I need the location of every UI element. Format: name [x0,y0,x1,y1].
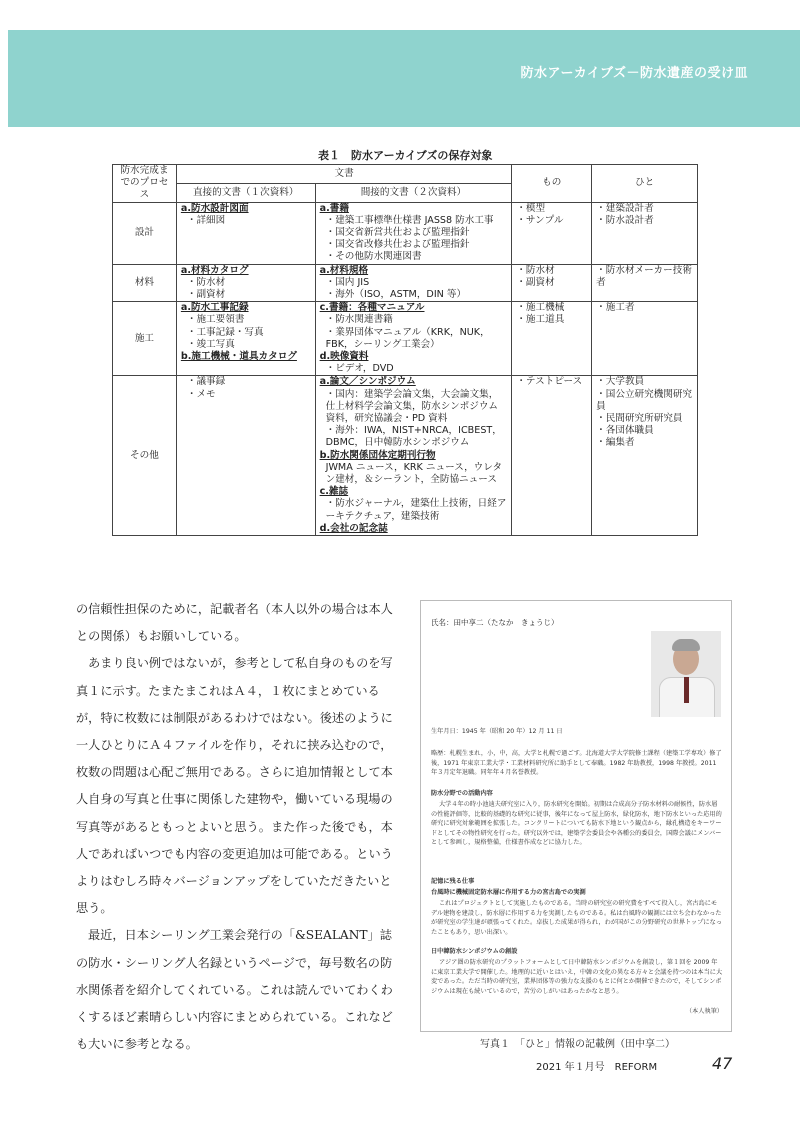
cell-direct [176,302,315,376]
profile-name: 氏名：田中享二（たなか きょうじ） [431,618,559,627]
list-item: ・建築設計者 [596,202,654,214]
cell-process: 施工 [113,302,177,376]
list-item: ・国内：建築学会論文集，大会論文集，仕上材料学会論文集，防水シンポジウム資料，研究協議会・PD 資料 [325,388,499,425]
list-item: ・業界団体マニュアル（KRK，NUK，FBK，シーリング工業会） [325,326,490,350]
list-item: ・施工要領書 [186,314,245,326]
banner-title: 防水アーカイブズ－防水遺産の受け皿 [520,66,748,81]
list-item: ・テストピース [516,376,583,388]
cell-indirect [315,264,512,302]
cell-people [592,376,698,536]
section-title: a.防水工事記録 [180,302,249,314]
cell-process: 設計 [113,202,177,264]
list-item: ・防水材 [516,264,555,276]
list-item: ・防水設計者 [596,214,654,226]
list-item: ・海外：IWA，NIST+NRCA，ICBEST，DBMC，日中韓防水シンポジウム [325,425,502,449]
section-title: b.施工機械・道具カタログ [180,351,297,363]
portrait-image [651,631,721,717]
table-row [113,302,698,376]
section-title: c.雑誌 [319,486,349,498]
page-number: 47 [712,1054,733,1073]
footer-issue: 2021 年１月号 REFORM [536,1062,658,1073]
section-title: a.論文／シンポジウム [319,376,416,388]
cell-indirect [315,302,512,376]
header-indirect: 間接的文書（２次資料） [315,183,512,202]
list-item: ・竣工写真 [186,338,235,350]
cell-indirect [315,376,512,536]
list-item: ・防水関連書籍 [325,314,393,326]
table-row [113,264,698,302]
header-process: 防水完成までのプロセス [113,165,177,203]
header-documents: 文書 [176,165,511,184]
list-item: ・国内 JIS [325,276,370,288]
list-item: ・建築工事標準仕様書 JASS8 防水工事 [325,214,494,226]
profile-memory-sub: 台風時に機械固定防水層に作用する力の宮古島での実測 [431,889,586,896]
profile-signature: （本人執筆） [685,1008,723,1015]
photo-caption: 写真１ 「ひと」情報の記載例（田中享二） [480,1039,675,1050]
list-item: ・防水材メーカー技術者 [596,264,692,288]
cell-direct [176,202,315,264]
section-title: a.材料カタログ [180,264,249,276]
profile-memory: これはプロジェクトとして実施したものである。当時の研究室の研究費をすべて投入し，宮古島にモデル建物を建設し，防水層に作用する力を実測したものである。私は台風時の観測には立ち会わなかったが研究室の学生達が頑張ってくれた。卓抜した成果が得られ，わが国がこの分野研究の世界トップになったこともあり，思い出深い。 [431,900,722,936]
list-item: ・サンプル [516,214,564,226]
list-item: ・国交省新営共仕および監理指針 [325,227,470,239]
list-item: ・民間研究所研究員 [596,413,683,425]
body-paragraph: 最近，日本シーリング工業会発行の「&SEALANT」誌の防水・シーリング人名録というページで，毎号数名の防水関係者を紹介してくれている。これは読んでいてわくわくするほど素晴らしい内容にまとめられている。これなども大いに参考となる。 [76,928,393,1052]
body-paragraph: あまり良い例ではないが，参考として私自身のものを写真１に示す。たまたまこれはＡ４，１枚にまとめているが，特に枚数には制限があるわけではない。後述のように一人ひとりにＡ４ファイルを作り，それに挟み込むので，枚数の問題は心配ご無用である。さらに追加情報として本人自身の写真と仕事に関係した建物や，働いている現場の写真等があるともっとよいと思う。また作った後でも，本人であればいつでも内容の変更追加は可能である。というよりはむしろ時々バージョンアップをしていただきたいと思う。 [76,656,393,916]
cell-indirect [315,202,512,264]
header-people: ひと [592,165,698,203]
list-item: ・防水ジャーナル，建築仕上技術，日経アーキテクチュア，建築技術 [325,498,507,522]
cell-things [512,264,592,302]
list-item: ・工事記録・写真 [186,326,264,338]
cell-people [592,302,698,376]
section-title: a.書籍 [319,202,349,214]
profile-symposium-title: 日中韓防水シンポジウムの創設 [431,948,518,955]
section-title: c.書籍：各種マニュアル [319,302,425,314]
section-title: a.材料規格 [319,264,369,276]
list-item: ・防水材 [186,276,226,288]
list-item: ・海外（ISO，ASTM，DIN 等） [325,289,467,301]
profile-activity-title: 防水分野での活動内容 [431,790,493,797]
section-title: d.映像資料 [319,351,369,363]
list-item: ・詳細図 [186,214,226,226]
cell-people [592,202,698,264]
header-direct: 直接的文書（１次資料） [176,183,315,202]
profile-birth: 生年月日：1945 年（昭和 20 年）12 月 11 日 [431,728,563,735]
table-caption: 表１ 防水アーカイブズの保存対象 [318,149,493,162]
list-item: ・施工機械 [516,302,565,314]
cell-people [592,264,698,302]
section-title: a.防水設計図面 [180,202,249,214]
cell-process: その他 [113,376,177,536]
list-item: ・国交省改修共仕および監理指針 [325,239,470,251]
profile-symposium: アジア圏の防水研究のプラットフォームとして日中韓防水シンポジウムを創設し，第１回を 2009 年に東京工業大学で開催した。地理的に近いとはいえ，中韓の文化の異なる方々と会議を持つのは本当に大変であった。ただ当時の研究室，業界団体等の強力な支援のもとに何とか開催できたので，そしてシンポジウムは現在も続いているので，苦労のしがいはあったかなと思う。 [431,959,723,995]
header-things: もの [512,165,592,203]
cell-things [512,302,592,376]
list-item: ・施工者 [596,302,635,314]
cell-process: 材料 [113,264,177,302]
list-item: ・ビデオ，DVD [325,363,394,375]
archive-table [112,164,698,536]
list-item: ・大学教員 [596,376,645,388]
list-item: ・その他防水関連図書 [325,251,422,263]
cell-things [512,376,592,536]
list-item: ・国公立研究機関研究員 [596,388,693,412]
list-item: ・議事録 [186,376,226,388]
profile-activity: 大学４年の時小池迪夫研究室に入り，防水研究を開始。初期は合成高分子防水材料の耐候性，防水層の性能評価等，比較的基礎的な研究に従事，後年になって屋上防水，緑化防水，地下防水といった応用的研究に研究対象範囲を拡張した。コンクリートについても防水下地という観点から，縁孔構造をキーワードとしてその物性研究を行った。研究以外では，建築学会委員会や各種公的委員会，国際会議にメンバーとして参画し，規格整備，仕様書作成などに協力した。 [431,801,722,847]
list-item: ・各団体職員 [596,425,654,437]
portrait-tie [684,677,689,703]
section-title: d.会社の記念誌 [319,522,388,534]
profile-memory-title: 記憶に残る仕事 [431,878,475,885]
table-row [113,376,698,536]
body-text [76,596,396,1058]
cell-things [512,202,592,264]
table-row [113,202,698,264]
list-item: ・施工道具 [516,314,565,326]
list-item: ・副資材 [186,289,226,301]
profile-career: 略歴：札幌生まれ，小，中，高，大学と札幌で過ごす。北海道大学大学院修士課程（建築工学専攻）修了後，1971 年東京工業大学・工業材料研究所に助手として奉職。1982 年助教授，1998 年教授。2011 年３月定年退職。同年年４月名誉教授。 [431,750,722,777]
profile-photo-sheet [420,600,732,1032]
body-paragraph: の信頼性担保のために，記載者名（本人以外の場合は本人との関係）もお願いしている。 [76,602,393,644]
cell-direct [176,264,315,302]
list-item: ・模型 [516,202,546,214]
list-item: JWMA ニュース，KRK ニュース，ウレタン建材，＆シーラント，全防協ニュース [325,461,503,486]
portrait-hair [672,639,700,651]
list-item: ・副資材 [516,276,555,288]
list-item: ・編集者 [596,437,635,449]
section-title: b.防水関係団体定期刊行物 [319,449,436,461]
list-item: ・メモ [186,388,216,400]
cell-direct [176,376,315,536]
